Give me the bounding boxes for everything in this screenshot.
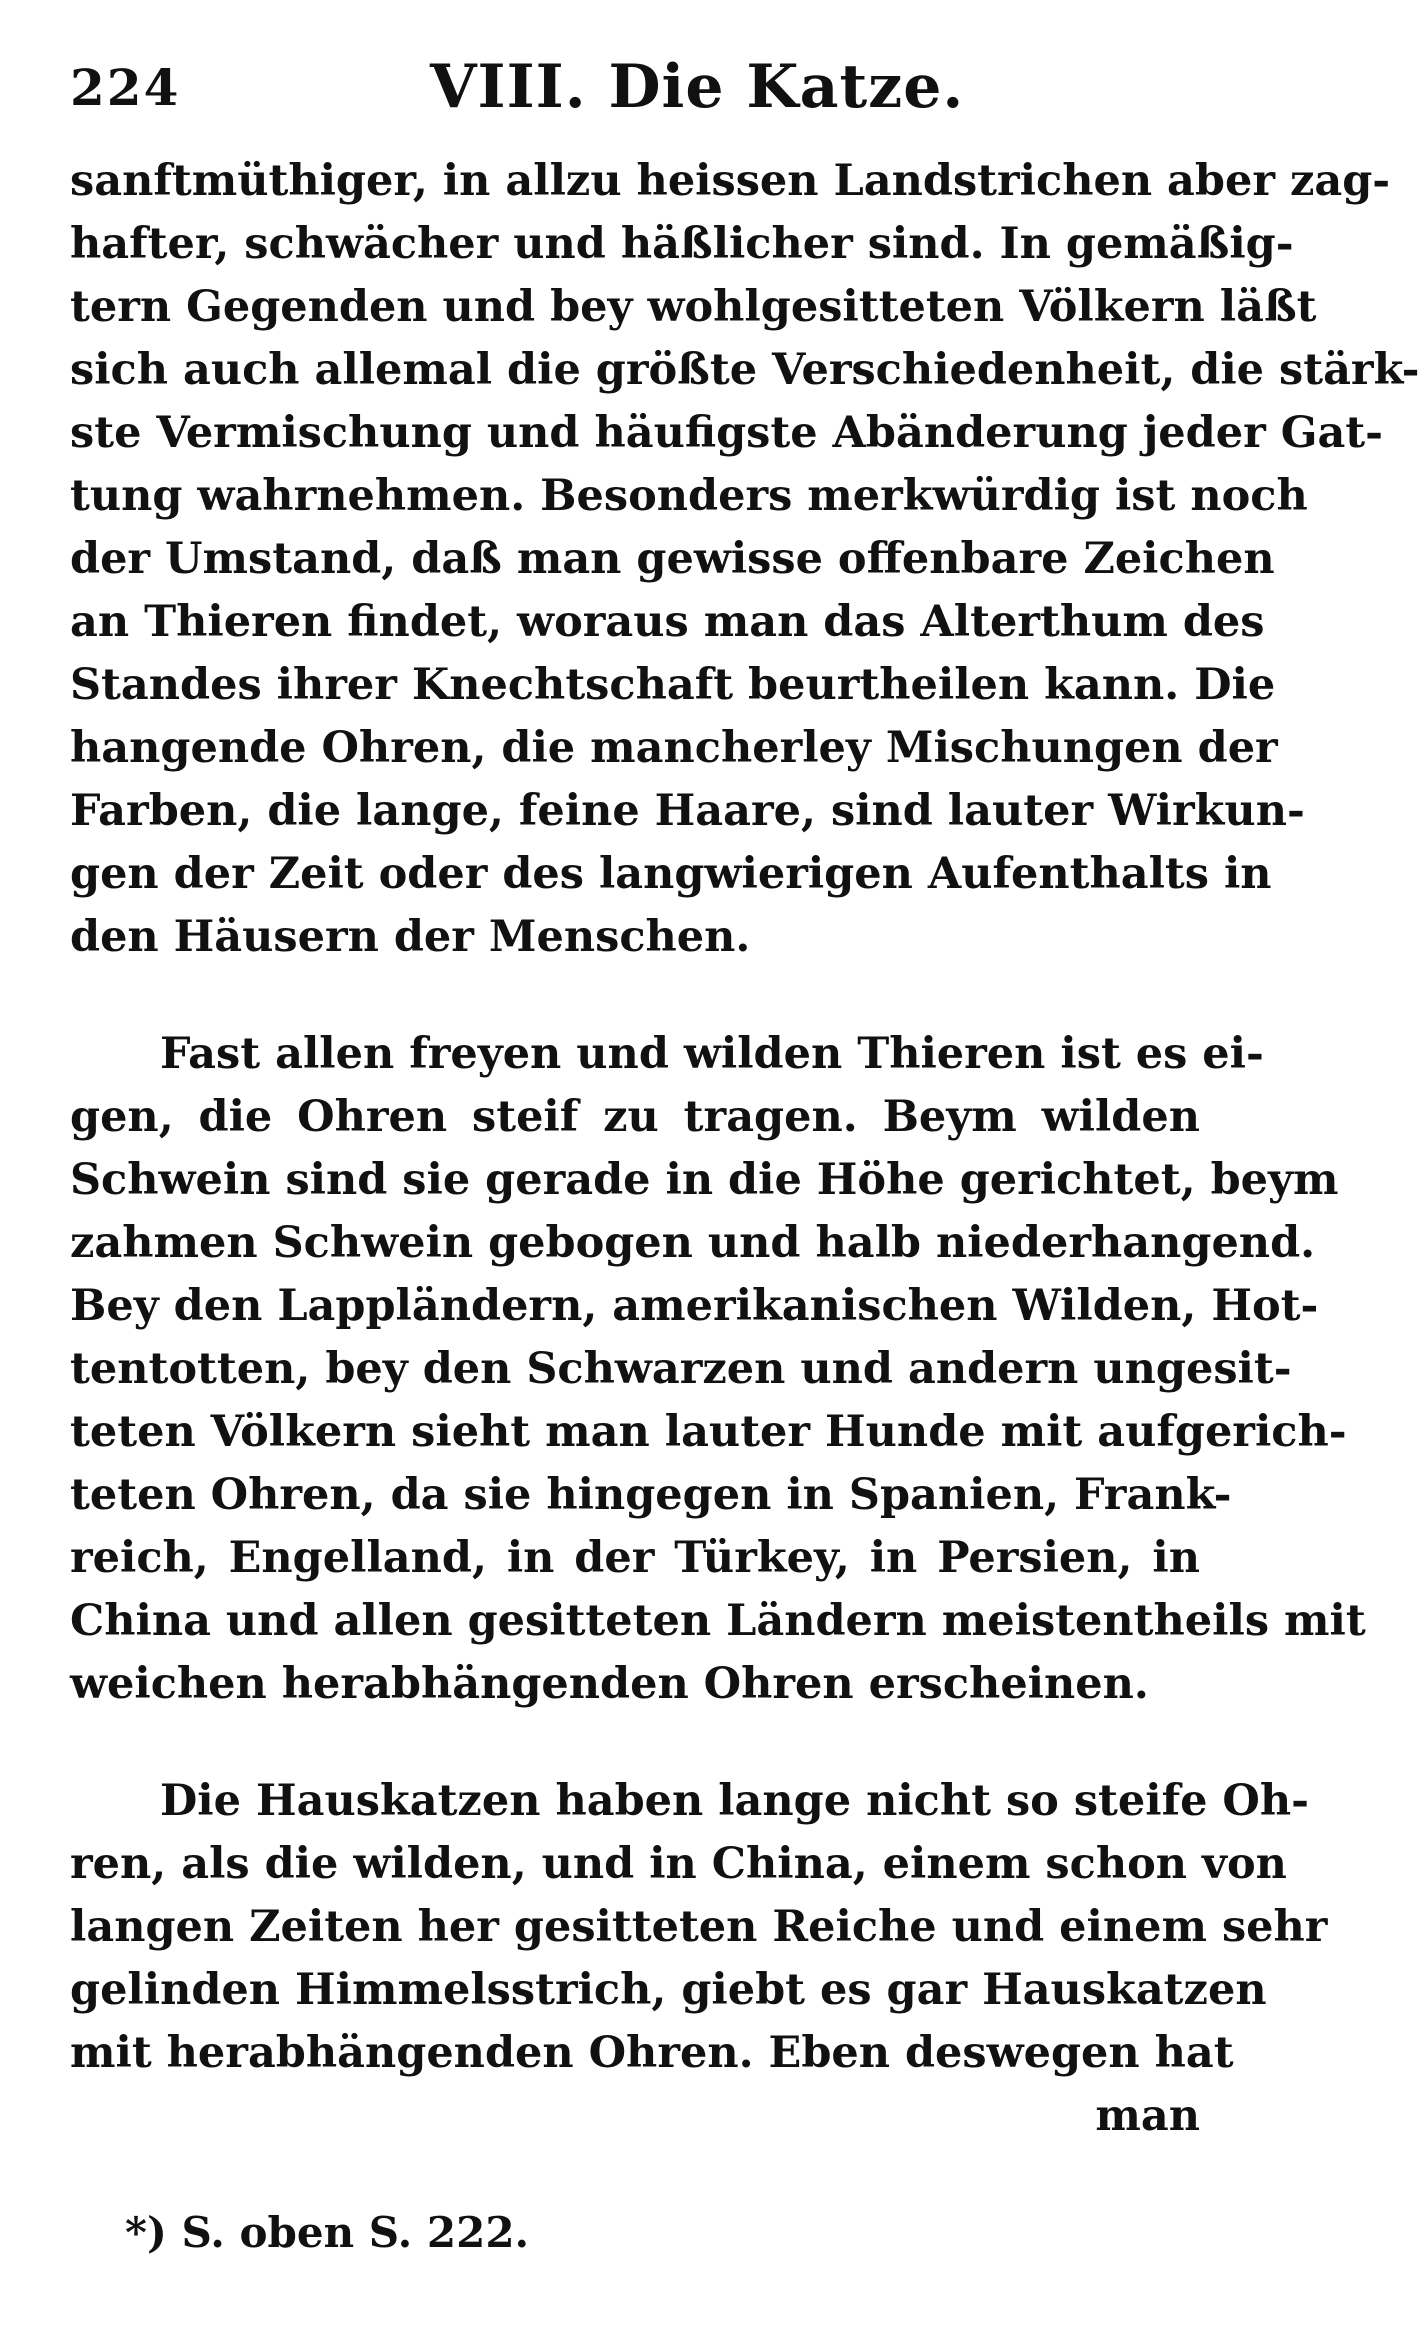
text-line: gelinden Himmelsstrich, giebt es gar Hauskatzen <box>70 1965 1267 2015</box>
text-line: gen, die Ohren steif zu tragen. Beym wilden <box>70 1092 1200 1142</box>
paragraph-1 <box>70 150 1419 969</box>
text-line: Bey den Lappländern, amerikanischen Wilden, Hot- <box>70 1281 1319 1331</box>
text-line: mit herabhängenden Ohren. Eben deswegen hat <box>70 2028 1234 2078</box>
catchword: man <box>1095 2091 1200 2141</box>
running-head: VIII. Die Katze. <box>430 52 965 122</box>
text-line: Schwein sind sie gerade in die Höhe gerichtet, beym <box>70 1155 1339 1205</box>
text-line: reich, Engelland, in der Türkey, in Persien, in <box>70 1533 1200 1583</box>
text-line: tentotten, bey den Schwarzen und andern ungesit- <box>70 1344 1292 1394</box>
text-line: sich auch allemal die größte Verschiedenheit, die stärk- <box>70 345 1419 395</box>
text-line: teten Ohren, da sie hingegen in Spanien, Frank- <box>70 1470 1232 1520</box>
text-line: den Häusern der Menschen. <box>70 912 751 962</box>
text-line: hafter, schwächer und häßlicher sind. In gemäßig- <box>70 219 1294 269</box>
text-line: langen Zeiten her gesitteten Reiche und einem sehr <box>70 1902 1328 1952</box>
text-line: gen der Zeit oder des langwierigen Aufenthalts in <box>70 849 1272 899</box>
text-line: hangende Ohren, die mancherley Mischungen der <box>70 723 1278 773</box>
text-line: Fast allen freyen und wilden Thieren ist es ei- <box>160 1029 1264 1079</box>
text-line: sanftmüthiger, in allzu heissen Landstrichen aber zag- <box>70 156 1391 206</box>
paragraph-3 <box>70 1770 1328 2085</box>
body-text <box>70 150 1419 2148</box>
text-line: der Umstand, daß man gewisse offenbare Zeichen <box>70 534 1275 584</box>
text-line: tung wahrnehmen. Besonders merkwürdig ist noch <box>70 471 1308 521</box>
text-line: China und allen gesitteten Ländern meistentheils mit <box>70 1596 1366 1646</box>
text-line: Standes ihrer Knechtschaft beurtheilen kann. Die <box>70 660 1276 710</box>
text-line: an Thieren findet, woraus man das Alterthum des <box>70 597 1265 647</box>
page-number: 224 <box>70 58 181 117</box>
text-line: tern Gegenden und bey wohlgesitteten Völkern läßt <box>70 282 1317 332</box>
text-line: weichen herabhängenden Ohren erscheinen. <box>70 1659 1149 1709</box>
text-line: Farben, die lange, feine Haare, sind lauter Wirkun- <box>70 786 1305 836</box>
text-line: ren, als die wilden, und in China, einem schon von <box>70 1839 1287 1889</box>
text-line: ste Vermischung und häufigste Abänderung jeder Gat- <box>70 408 1384 458</box>
text-line: zahmen Schwein gebogen und halb niederhangend. <box>70 1218 1316 1268</box>
paragraph-2 <box>70 1023 1366 1716</box>
text-line: Die Hauskatzen haben lange nicht so steife Oh- <box>160 1776 1309 1826</box>
footnote: *) S. oben S. 222. <box>125 2208 530 2257</box>
text-line: teten Völkern sieht man lauter Hunde mit aufgerich- <box>70 1407 1347 1457</box>
page-header <box>70 52 1200 132</box>
